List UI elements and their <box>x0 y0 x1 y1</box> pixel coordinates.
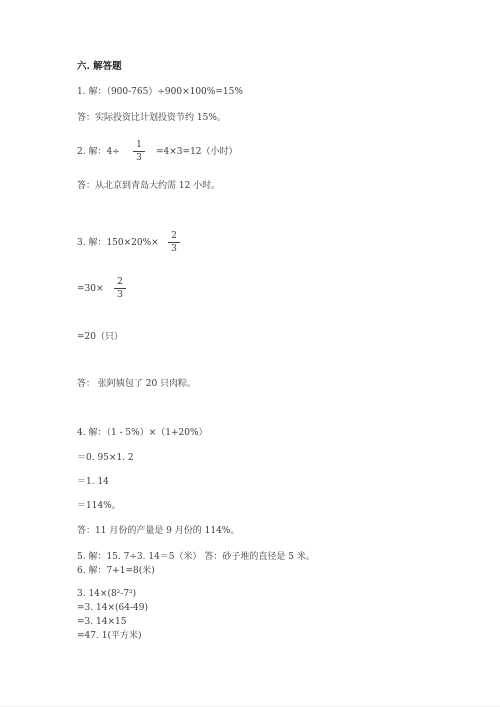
fraction-numerator: 2 <box>117 277 123 287</box>
answer-6-step-3: =3. 14×(64-49) <box>77 603 148 613</box>
fraction-two-thirds <box>114 277 126 300</box>
fraction-bar <box>114 288 126 289</box>
fraction-denominator: 3 <box>136 153 142 163</box>
answer-3-step-3: =20（只） <box>77 332 123 342</box>
answer-5: 5. 解：15. 7÷3. 14＝5（米） 答：砂子堆的直径是 5 米。 <box>77 552 315 562</box>
answer-3-equation-start: 3. 解：150×20%× <box>77 238 159 248</box>
answer-4-step-4: ＝114%。 <box>77 501 121 511</box>
answer-3-step-2: =30× <box>77 284 104 294</box>
fraction-two-thirds <box>168 231 180 254</box>
answer-2-conclusion: 答：从北京到青岛大约需 12 小时。 <box>77 181 221 191</box>
answer-2-equation-result: =4×3=12（小时） <box>156 147 238 157</box>
answer-6-step-4: =3. 14×15 <box>77 617 127 627</box>
answer-4-step-3: ＝1. 14 <box>77 477 109 487</box>
answer-1-equation: 1. 解：（900-765）÷900×100%=15% <box>77 87 243 97</box>
fraction-denominator: 3 <box>117 290 123 300</box>
answer-1-conclusion: 答：实际投资比计划投资节约 15%。 <box>77 113 226 123</box>
fraction-denominator: 3 <box>171 244 177 254</box>
answer-6-step-2: 3. 14×(8²-7²) <box>77 589 137 599</box>
fraction-one-third <box>133 140 145 163</box>
answer-4-step-2: ＝0. 95×1. 2 <box>77 453 134 463</box>
fraction-bar <box>168 242 180 243</box>
fraction-numerator: 2 <box>171 231 177 241</box>
answer-4-equation: 4. 解：（1 - 5%）×（1+20%） <box>77 428 208 438</box>
section-title: 六. 解答题 <box>77 61 122 72</box>
answer-3-conclusion: 答： 张阿姨包了 20 只肉粽。 <box>77 379 197 389</box>
answer-2-equation-start: 2. 解：4÷ <box>77 147 120 157</box>
answer-6-result: =47. 1(平方米) <box>77 631 142 641</box>
fraction-bar <box>133 151 145 152</box>
answer-4-conclusion: 答：11 月份的产量是 9 月份的 114%。 <box>77 526 240 536</box>
fraction-numerator: 1 <box>136 140 142 150</box>
answer-6-equation: 6. 解：7+1=8(米) <box>77 566 155 576</box>
